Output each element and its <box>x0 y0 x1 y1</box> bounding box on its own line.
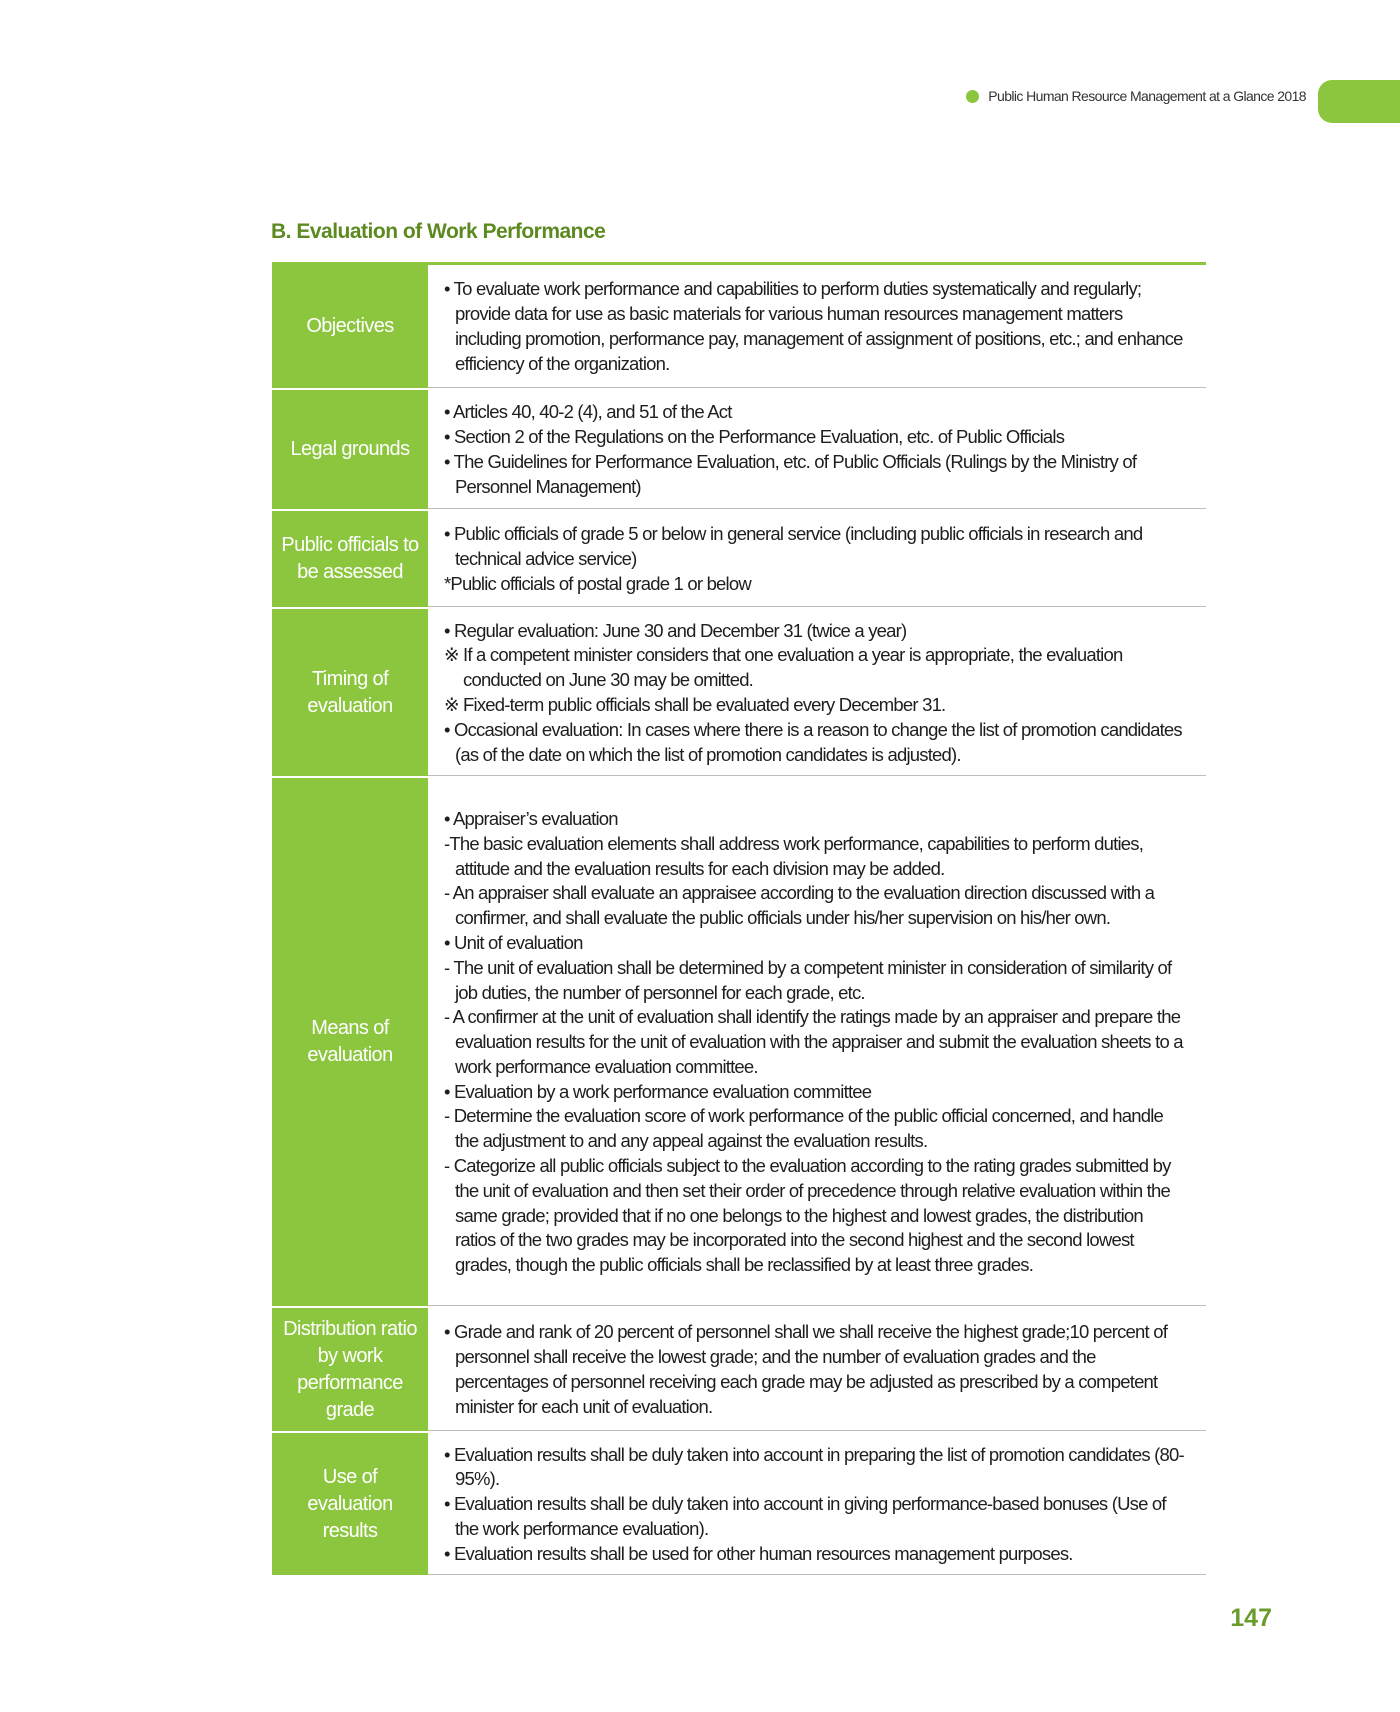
content-line: • Evaluation results shall be used for other human resources management purposes. <box>444 1542 1073 1564</box>
row-label: Legal grounds <box>272 390 428 509</box>
row-label: Use of evaluation results <box>272 1433 428 1575</box>
row-content <box>428 390 1206 509</box>
row-content <box>428 778 1206 1306</box>
table-row-distribution <box>272 1306 1206 1431</box>
row-content <box>428 1308 1206 1431</box>
content-line: • Grade and rank of 20 percent of personnel shall we shall receive the highest grade;10 percent of personnel shall receive the lowest grade; and the number of evaluation grades and the percentages of personnel receiving each grade may be adjusted as prescribed by a competent minister for each unit of evaluation. <box>444 1321 1168 1417</box>
table-row-timing <box>272 607 1206 776</box>
content-line: -The basic evaluation elements shall address work performance, capabilities to perform duties, attitude and the evaluation results for each division may be added. <box>444 832 1144 879</box>
content-line: • Public officials of grade 5 or below in general service (including public officials in research and technical advice service) <box>444 523 1143 570</box>
row-content <box>428 511 1206 607</box>
table-row-legal-grounds <box>272 388 1206 509</box>
row-label: Objectives <box>272 265 428 388</box>
chapter-tab <box>1318 80 1400 123</box>
row-content <box>428 1433 1206 1575</box>
running-title: Public Human Resource Management at a Glance 2018 <box>988 88 1306 104</box>
content-line: • Evaluation by a work performance evaluation committee <box>444 1080 872 1102</box>
evaluation-table <box>272 262 1206 1575</box>
row-label: Timing of evaluation <box>272 609 428 776</box>
content-line: - An appraiser shall evaluate an appraisee according to the evaluation direction discussed with a confirmer, and shall evaluate the public officials under his/her supervision on his/her own. <box>444 882 1155 929</box>
row-label: Distribution ratio by work performance grade <box>272 1308 428 1431</box>
running-header <box>966 88 1306 104</box>
content-line: • Evaluation results shall be duly taken into account in giving performance-based bonuses (Use of the work performance evaluation). <box>444 1493 1166 1539</box>
content-line: ※ If a competent minister considers that one evaluation a year is appropriate, the evaluation conducted on June 30 may be omitted. <box>444 644 1123 691</box>
table-row-officials-assessed <box>272 509 1206 607</box>
table-row-use-of-results <box>272 1431 1206 1575</box>
section-title: B. Evaluation of Work Performance <box>271 220 606 243</box>
page-number: 147 <box>1230 1604 1272 1632</box>
content-line: ※ Fixed-term public officials shall be evaluated every December 31. <box>444 694 946 715</box>
content-line: *Public officials of postal grade 1 or below <box>444 572 751 594</box>
content-line: - The unit of evaluation shall be determined by a competent minister in consideration of similarity of job duties, the number of personnel for each grade, etc. <box>444 956 1172 1003</box>
bullet-dot-icon <box>966 90 979 103</box>
content-line: • To evaluate work performance and capabilities to perform duties systematically and regularly; provide data for use as basic materials for various human resources management matters including promotion, performance pay, management of assignment of positions, etc.; and enhance efficiency of the organization. <box>444 278 1183 374</box>
content-line: - Categorize all public officials subject to the evaluation according to the rating grades submitted by the unit of evaluation and then set their order of precedence through relative evaluation within the same grade; provided that if no one belongs to the highest and lowest grades, the distribution ratios of the two grades may be incorporated into the second highest and the second lowest grades, though the public officials shall be reclassified by at least three grades. <box>444 1155 1171 1276</box>
row-content <box>428 265 1206 388</box>
table-row-means <box>272 776 1206 1306</box>
content-line: • Occasional evaluation: In cases where there is a reason to change the list of promotion candidates (as of the date on which the list of promotion candidates is adjusted). <box>444 718 1182 765</box>
table-row-objectives <box>272 265 1206 388</box>
row-label: Means of evaluation <box>272 778 428 1306</box>
content-line: • The Guidelines for Performance Evaluation, etc. of Public Officials (Rulings by the Ministry of Personnel Management) <box>444 451 1137 497</box>
content-line: • Appraiser’s evaluation <box>444 807 618 829</box>
row-content <box>428 609 1206 776</box>
content-line: - A confirmer at the unit of evaluation shall identify the ratings made by an appraiser and prepare the evaluation results for the unit of evaluation with the appraiser and submit the evaluation sheets to a work performance evaluation committee. <box>444 1006 1183 1077</box>
content-line: • Section 2 of the Regulations on the Performance Evaluation, etc. of Public Officials <box>444 426 1065 448</box>
content-line: • Regular evaluation: June 30 and December 31 (twice a year) <box>444 619 907 641</box>
content-line: • Evaluation results shall be duly taken into account in preparing the list of promotion candidates (80-95%). <box>444 1443 1184 1490</box>
content-line: • Articles 40, 40-2 (4), and 51 of the Act <box>444 401 732 423</box>
content-line: - Determine the evaluation score of work performance of the public official concerned, and handle the adjustment to and any appeal against the evaluation results. <box>444 1105 1164 1152</box>
row-label: Public officials to be assessed <box>272 511 428 607</box>
content-line: • Unit of evaluation <box>444 931 583 953</box>
